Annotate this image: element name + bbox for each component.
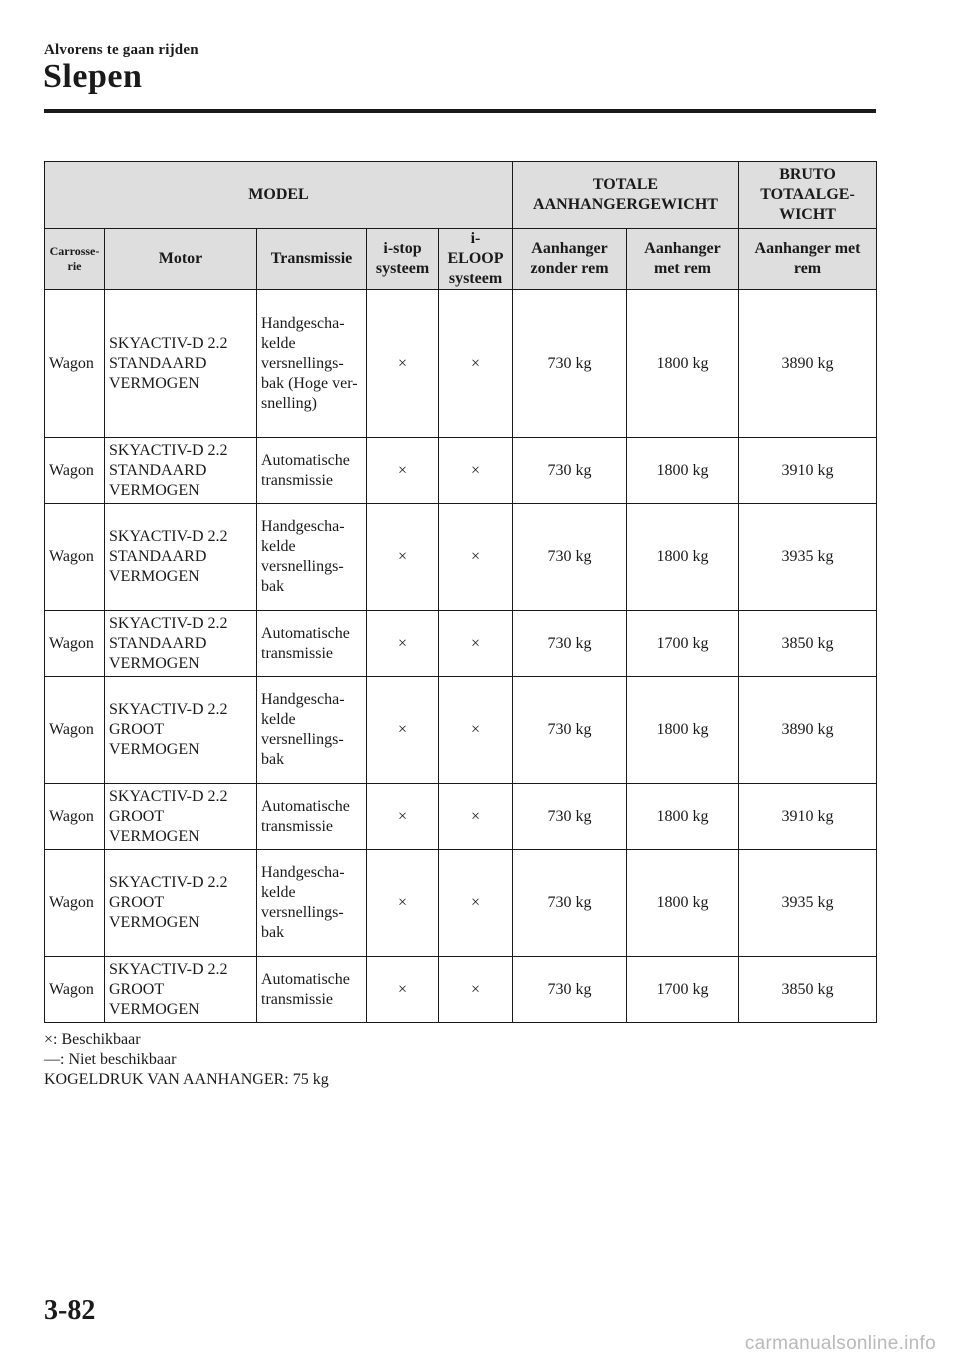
cell-unbraked: 730 kg [513, 850, 627, 957]
cell-braked: 1700 kg [627, 611, 739, 677]
table-row [45, 677, 877, 784]
cell-ieloop: × [439, 677, 513, 784]
cell-gross: 3910 kg [739, 438, 877, 504]
cell-motor: SKYACTIV-D 2.2 STANDAARD VERMOGEN [105, 290, 257, 438]
table-legend [44, 1030, 329, 1090]
cell-motor: SKYACTIV-D 2.2 STANDAARD VERMOGEN [105, 504, 257, 611]
table-body [45, 290, 877, 1023]
table-row [45, 290, 877, 438]
cell-gross: 3890 kg [739, 290, 877, 438]
watermark: carmanualsonline.info [744, 1333, 936, 1354]
cell-transmission: Handgescha-kelde versnellings-bak [257, 677, 367, 784]
cell-braked: 1800 kg [627, 850, 739, 957]
header-bruto-met-rem: Aanhanger met rem [739, 229, 877, 290]
cell-gross: 3935 kg [739, 850, 877, 957]
cell-istop: × [367, 438, 439, 504]
header-carrosserie: Carrosse-rie [45, 229, 105, 290]
cell-istop: × [367, 290, 439, 438]
cell-body: Wagon [45, 784, 105, 850]
cell-braked: 1700 kg [627, 957, 739, 1023]
cell-braked: 1800 kg [627, 290, 739, 438]
header-transmissie: Transmissie [257, 229, 367, 290]
cell-ieloop: × [439, 957, 513, 1023]
cell-istop: × [367, 957, 439, 1023]
cell-motor: SKYACTIV-D 2.2 GROOT VERMOGEN [105, 850, 257, 957]
cell-unbraked: 730 kg [513, 504, 627, 611]
header-zonder-rem: Aanhanger zonder rem [513, 229, 627, 290]
cell-unbraked: 730 kg [513, 957, 627, 1023]
cell-transmission: Automatische transmissie [257, 611, 367, 677]
cell-ieloop: × [439, 438, 513, 504]
legend-ball-load: KOGELDRUK VAN AANHANGER: 75 kg [44, 1071, 329, 1088]
legend-not-available: ―: Niet beschikbaar [44, 1051, 177, 1068]
cell-transmission: Handgescha-kelde versnellings-bak [257, 504, 367, 611]
header-ieloop: i-ELOOP systeem [439, 229, 513, 290]
cell-unbraked: 730 kg [513, 784, 627, 850]
cell-unbraked: 730 kg [513, 438, 627, 504]
table-row [45, 850, 877, 957]
table-row [45, 784, 877, 850]
cell-motor: SKYACTIV-D 2.2 STANDAARD VERMOGEN [105, 438, 257, 504]
cell-istop: × [367, 850, 439, 957]
cell-braked: 1800 kg [627, 438, 739, 504]
cell-transmission: Automatische transmissie [257, 438, 367, 504]
header-istop: i-stop systeem [367, 229, 439, 290]
header-model: MODEL [45, 162, 513, 229]
cell-transmission: Handgescha-kelde versnellings-bak [257, 850, 367, 957]
cell-istop: × [367, 784, 439, 850]
cell-braked: 1800 kg [627, 784, 739, 850]
header-totale-aanhangergewicht: TOTALE AANHANGERGEWICHT [513, 162, 739, 229]
cell-gross: 3850 kg [739, 957, 877, 1023]
cell-body: Wagon [45, 611, 105, 677]
cell-gross: 3850 kg [739, 611, 877, 677]
header-motor: Motor [105, 229, 257, 290]
cell-unbraked: 730 kg [513, 611, 627, 677]
cell-body: Wagon [45, 290, 105, 438]
cell-body: Wagon [45, 957, 105, 1023]
cell-gross: 3935 kg [739, 504, 877, 611]
header-bruto-totaalgewicht: BRUTO TOTAALGE-WICHT [739, 162, 877, 229]
cell-body: Wagon [45, 504, 105, 611]
cell-motor: SKYACTIV-D 2.2 GROOT VERMOGEN [105, 784, 257, 850]
page-title: Slepen [43, 58, 143, 95]
cell-transmission: Automatische transmissie [257, 784, 367, 850]
cell-motor: SKYACTIV-D 2.2 GROOT VERMOGEN [105, 677, 257, 784]
header-met-rem: Aanhanger met rem [627, 229, 739, 290]
cell-istop: × [367, 677, 439, 784]
cell-motor: SKYACTIV-D 2.2 STANDAARD VERMOGEN [105, 611, 257, 677]
cell-ieloop: × [439, 504, 513, 611]
page-number: 3-82 [44, 1295, 96, 1326]
section-label: Alvorens te gaan rijden [44, 42, 199, 58]
cell-gross: 3890 kg [739, 677, 877, 784]
table-row [45, 438, 877, 504]
cell-ieloop: × [439, 784, 513, 850]
table-header [45, 162, 877, 290]
table-row [45, 611, 877, 677]
cell-ieloop: × [439, 290, 513, 438]
title-divider [44, 109, 876, 113]
cell-unbraked: 730 kg [513, 290, 627, 438]
cell-istop: × [367, 611, 439, 677]
towing-spec-table [44, 161, 877, 1023]
cell-motor: SKYACTIV-D 2.2 GROOT VERMOGEN [105, 957, 257, 1023]
cell-braked: 1800 kg [627, 677, 739, 784]
cell-transmission: Handgescha-kelde versnellings-bak (Hoge ver-snelling) [257, 290, 367, 438]
table-row [45, 504, 877, 611]
legend-available: ×: Beschikbaar [44, 1031, 141, 1048]
table-row [45, 957, 877, 1023]
cell-body: Wagon [45, 850, 105, 957]
cell-gross: 3910 kg [739, 784, 877, 850]
cell-body: Wagon [45, 438, 105, 504]
cell-istop: × [367, 504, 439, 611]
cell-braked: 1800 kg [627, 504, 739, 611]
cell-ieloop: × [439, 850, 513, 957]
cell-transmission: Automatische transmissie [257, 957, 367, 1023]
cell-unbraked: 730 kg [513, 677, 627, 784]
cell-ieloop: × [439, 611, 513, 677]
cell-body: Wagon [45, 677, 105, 784]
